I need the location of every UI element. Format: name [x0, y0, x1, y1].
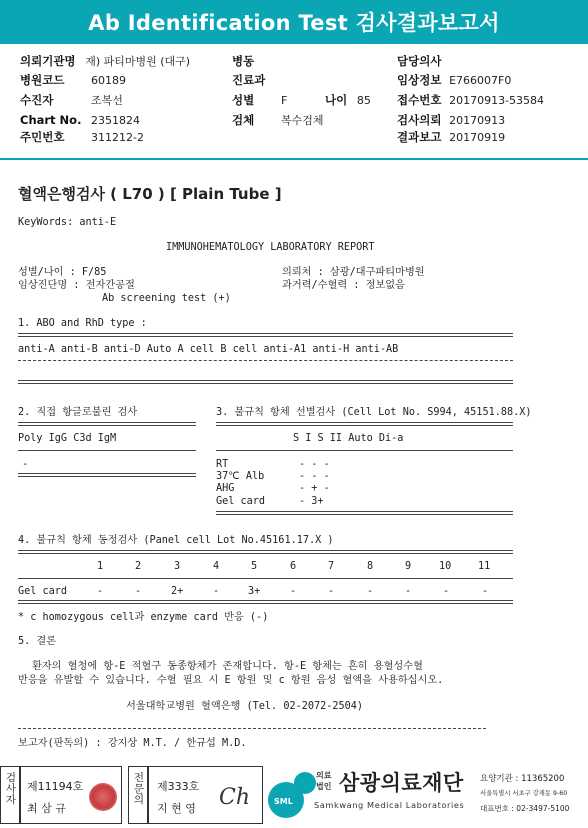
panel-cell-header: 9	[405, 561, 412, 572]
panel-cell-header: 10	[439, 561, 452, 572]
reception-field: 접수번호 20170913-53584	[397, 93, 545, 107]
sex-value: F	[281, 94, 288, 107]
specimen-value: 복수검체	[281, 114, 324, 127]
panel-cell-value: -	[97, 586, 104, 597]
hospital-code-field: 병원코드	[20, 73, 65, 87]
request-field: 검사의뢰 20170913	[397, 113, 506, 127]
dat-mid-rule	[18, 450, 196, 451]
sex-field: 성별	[232, 93, 255, 107]
panel-cell-value: -	[367, 586, 374, 597]
dat-title: 2. 직접 항글로불린 검사	[18, 407, 138, 418]
abo-headers: anti-A anti-B anti-D Auto A cell B cell anti-A1 anti-H anti-AB	[18, 344, 399, 355]
logo-mark-small	[294, 772, 316, 794]
patient-field: 수진자	[20, 93, 54, 107]
screening-line: Ab screening test (+)	[102, 293, 231, 304]
panel-cell-value: -	[482, 586, 489, 597]
abo-top-rule	[18, 333, 513, 337]
panel-cell-value: -	[290, 586, 297, 597]
report-title-banner	[0, 0, 588, 44]
conclusion-line-2: 반응을 유발할 수 있습니다. 수혈 필요 시 E 항원 및 c 항원 음성 혈액을 사용하십시오.	[18, 675, 444, 686]
dept-field: 진료과	[232, 73, 266, 87]
id-field: 주민번호	[20, 130, 65, 144]
tester-label: 검사자	[5, 772, 17, 806]
panel-cell-value: 2+	[171, 586, 184, 597]
reporter-rule	[18, 728, 486, 729]
org-prefix-1: 의료	[316, 771, 332, 780]
screen-row-label: RT	[216, 459, 229, 470]
tester-seal	[89, 783, 117, 811]
chart-no-field: Chart No.	[20, 113, 82, 127]
hospital-code-value: 60189	[91, 74, 126, 87]
ward-field: 병동	[232, 54, 255, 68]
screen-top-rule	[216, 422, 513, 426]
patient-value: 조복선	[91, 94, 123, 107]
panel-cell-header: 11	[478, 561, 491, 572]
specialist-label-box	[128, 766, 148, 824]
screen-row-label: Gel card	[216, 496, 266, 507]
panel-cell-header: 2	[135, 561, 142, 572]
screen-mid-rule	[216, 450, 513, 451]
screen-bottom-rule	[216, 511, 513, 515]
tester-box	[20, 766, 122, 824]
tester-name: 최 삼 규	[27, 802, 66, 815]
abo-mid-rule	[18, 360, 513, 361]
logo-text: SML	[274, 797, 293, 806]
keywords: KeyWords: anti-E	[18, 217, 117, 228]
screen-row-label: AHG	[216, 483, 235, 494]
panel-cell-value: -	[213, 586, 220, 597]
institution-line: 서울대학교병원 혈액은행 (Tel. 02-2072-2504)	[126, 701, 364, 712]
screen-row-values: - + -	[299, 483, 330, 494]
clinical-field: 임상정보 E766007F0	[397, 73, 512, 87]
panel-note: * c homozygous cell과 enzyme card 반응 (-)	[18, 612, 269, 623]
age-field: 나이 85	[325, 93, 371, 107]
reporter-line: 보고자(판독의) : 강지상 M.T. / 한규섭 M.D.	[18, 738, 247, 749]
org-english-name: Samkwang Medical Laboratories	[314, 800, 465, 810]
screen-title: 3. 불규칙 항체 선별검사 (Cell Lot No. S994, 45151.88.X)	[216, 407, 532, 418]
dat-bottom-rule	[18, 473, 196, 477]
history-line: 과거력/수혈력 : 정보없음	[282, 280, 405, 291]
diagnosis-line: 임상진단명 : 전자간공절	[18, 280, 135, 291]
specialist-signature: Ch	[219, 785, 251, 810]
panel-cell-header: 7	[328, 561, 335, 572]
tester-license: 제11194호	[27, 780, 84, 793]
conclusion-title: 5. 결론	[18, 636, 57, 647]
panel-cell-value: 3+	[248, 586, 261, 597]
report-title: Ab Identification Test 검사결과보고서	[88, 11, 500, 35]
sex-age-line: 성별/나이 : F/85	[18, 267, 107, 278]
dat-top-rule	[18, 422, 196, 426]
panel-cell-value: -	[443, 586, 450, 597]
chart-no-value: 2351824	[91, 114, 140, 127]
conclusion-line-1: 환자의 혈청에 항-E 적혈구 동종항체가 존재합니다. 항-E 항체는 흔히 용혈성수혈	[32, 661, 423, 672]
institution-field: 의뢰기관명 재) 파티마병원 (대구)	[20, 54, 191, 68]
specialist-box	[148, 766, 263, 824]
id-value: 311212-2	[91, 131, 144, 144]
tester-label-box	[0, 766, 20, 824]
panel-cell-value: -	[135, 586, 142, 597]
panel-cell-header: 1	[97, 561, 104, 572]
org-phone: 대표번호 : 02-3497-5100	[480, 804, 570, 813]
panel-cell-header: 6	[290, 561, 297, 572]
panel-cell-value: -	[405, 586, 412, 597]
section-title: 혈액은행검사 ( L70 ) [ Plain Tube ]	[18, 185, 282, 203]
referrer-line: 의뢰처 : 삼광/대구파티마병원	[282, 267, 425, 278]
panel-mid-rule	[18, 578, 513, 579]
panel-cell-value: -	[328, 586, 335, 597]
header-divider	[0, 158, 588, 160]
report-date-field: 결과보고 20170919	[397, 130, 506, 144]
panel-top-rule	[18, 550, 513, 554]
screen-headers: S I S II Auto Di-a	[293, 433, 404, 444]
org-prefix-2: 법인	[316, 782, 332, 791]
screen-row-label: 37℃ Alb	[216, 471, 265, 482]
panel-cell-header: 3	[174, 561, 181, 572]
org-address: 서울특별시 서초구 강재동 9-60	[480, 790, 568, 797]
abo-title: 1. ABO and RhD type :	[18, 318, 147, 329]
screen-row-values: - - -	[299, 471, 330, 482]
institution-code: 요양기관 : 11365200	[480, 774, 565, 784]
specialist-license: 제333호	[157, 780, 200, 793]
screen-row-values: - - -	[299, 459, 330, 470]
abo-bottom-rule	[18, 380, 513, 384]
panel-cell-header: 8	[367, 561, 374, 572]
specimen-field: 검체	[232, 113, 255, 127]
doctor-field: 담당의사	[397, 54, 442, 68]
panel-title: 4. 불규칙 항체 동정검사 (Panel cell Lot No.45161.17.X )	[18, 535, 334, 546]
specialist-label: 전문의	[133, 772, 145, 806]
specialist-name: 지 현 영	[157, 802, 196, 815]
panel-bottom-rule	[18, 600, 513, 604]
dat-headers: Poly IgG C3d IgM	[18, 433, 117, 444]
panel-row-label: Gel card	[18, 586, 68, 597]
org-name: 삼광의료재단	[339, 771, 464, 795]
panel-cell-header: 4	[213, 561, 220, 572]
dat-value: -	[22, 459, 29, 470]
lab-report-title: IMMUNOHEMATOLOGY LABORATORY REPORT	[166, 242, 375, 253]
screen-row-values: - 3+	[299, 496, 324, 507]
panel-cell-header: 5	[251, 561, 258, 572]
